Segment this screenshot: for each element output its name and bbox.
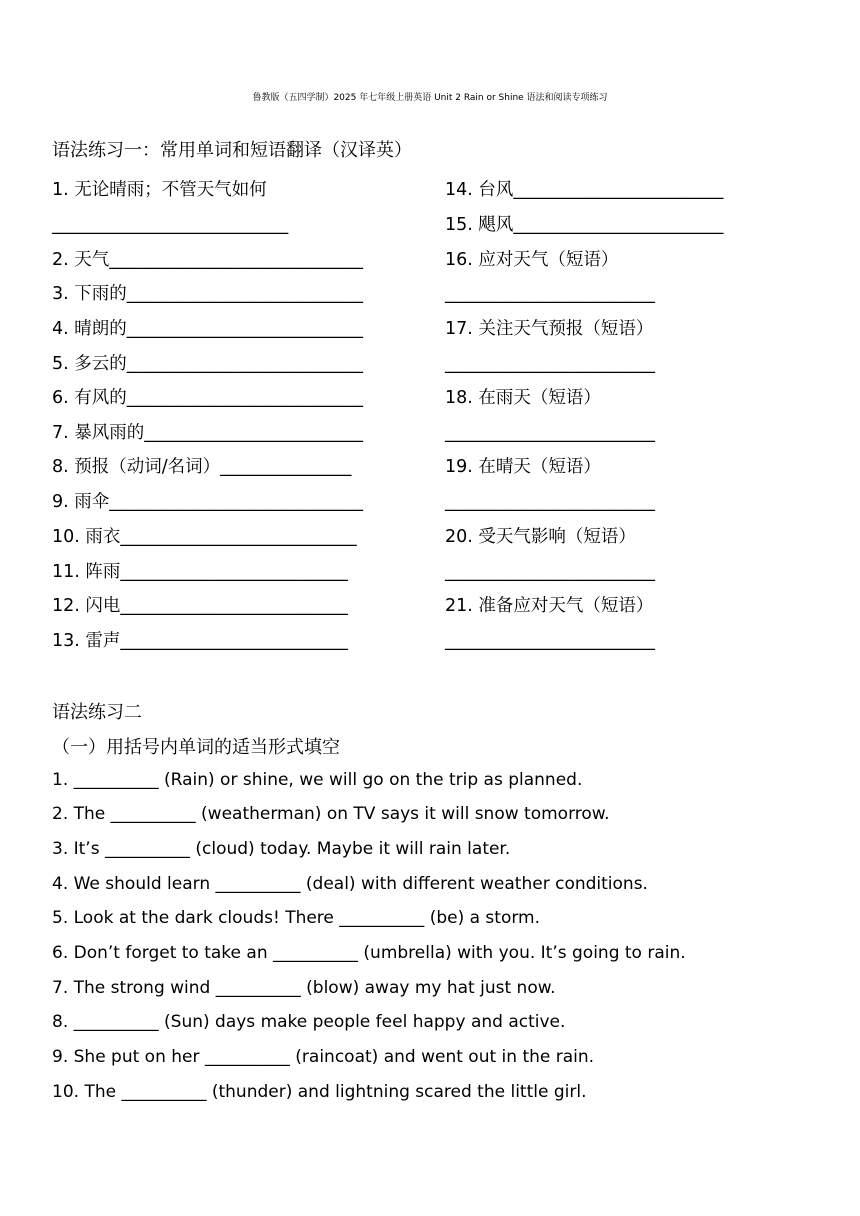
- fill-in-question: 3. It’s __________ (cloud) today. Maybe it will rain later.: [52, 839, 511, 859]
- answer-blank: ___________________________: [52, 215, 289, 235]
- left-item: 6. 有风的___________________________: [52, 388, 364, 408]
- answer-blank: ________________________: [445, 631, 655, 651]
- left-item: 13. 雷声__________________________: [52, 631, 348, 651]
- answer-blank: ________________________: [445, 284, 655, 304]
- left-item: 5. 多云的___________________________: [52, 354, 364, 374]
- fill-in-question: 7. The strong wind __________ (blow) away my hat just now.: [52, 978, 556, 998]
- section-2-subheading: （一）用括号内单词的适当形式填空: [52, 737, 340, 758]
- left-item: 3. 下雨的___________________________: [52, 284, 364, 304]
- fill-in-question: 2. The __________ (weatherman) on TV says it will snow tomorrow.: [52, 804, 610, 824]
- fill-in-question: 6. Don’t forget to take an __________ (umbrella) with you. It’s going to rain.: [52, 943, 686, 963]
- right-item: 15. 飓风________________________: [445, 215, 724, 235]
- fill-in-question: 5. Look at the dark clouds! There __________ (be) a storm.: [52, 908, 541, 928]
- fill-in-question: 4. We should learn __________ (deal) with different weather conditions.: [52, 874, 648, 894]
- page-title: 鲁教版（五四学制）2025 年七年级上册英语 Unit 2 Rain or Shine 语法和阅读专项练习: [252, 93, 608, 103]
- answer-blank: ________________________: [445, 423, 655, 443]
- right-item: 16. 应对天气（短语）: [445, 250, 619, 270]
- right-item: 18. 在雨天（短语）: [445, 388, 601, 408]
- left-item: 1. 无论晴雨；不管天气如何: [52, 180, 267, 200]
- fill-in-question: 1. __________ (Rain) or shine, we will go on the trip as planned.: [52, 770, 583, 790]
- left-item: 4. 晴朗的___________________________: [52, 319, 364, 339]
- left-item: 2. 天气_____________________________: [52, 250, 364, 270]
- right-item: 19. 在晴天（短语）: [445, 457, 601, 477]
- fill-in-question: 8. __________ (Sun) days make people feel happy and active.: [52, 1012, 566, 1032]
- fill-in-question: 10. The __________ (thunder) and lightning scared the little girl.: [52, 1082, 587, 1102]
- right-item: 21. 准备应对天气（短语）: [445, 596, 654, 616]
- left-item: 10. 雨衣___________________________: [52, 527, 357, 547]
- left-item: 8. 预报（动词/名词）_______________: [52, 457, 352, 477]
- answer-blank: ________________________: [445, 492, 655, 512]
- left-item: 9. 雨伞_____________________________: [52, 492, 364, 512]
- right-item: 20. 受天气影响（短语）: [445, 527, 636, 547]
- answer-blank: ________________________: [445, 354, 655, 374]
- right-item: 17. 关注天气预报（短语）: [445, 319, 654, 339]
- section-1-heading: 语法练习一：常用单词和短语翻译（汉译英）: [52, 140, 412, 161]
- left-item: 7. 暴风雨的_________________________: [52, 423, 364, 443]
- right-item: 14. 台风________________________: [445, 180, 724, 200]
- fill-in-question: 9. She put on her __________ (raincoat) and went out in the rain.: [52, 1047, 595, 1067]
- section-2-heading: 语法练习二: [52, 702, 142, 723]
- left-item: 11. 阵雨__________________________: [52, 562, 348, 582]
- answer-blank: ________________________: [445, 562, 655, 582]
- left-item: 12. 闪电__________________________: [52, 596, 348, 616]
